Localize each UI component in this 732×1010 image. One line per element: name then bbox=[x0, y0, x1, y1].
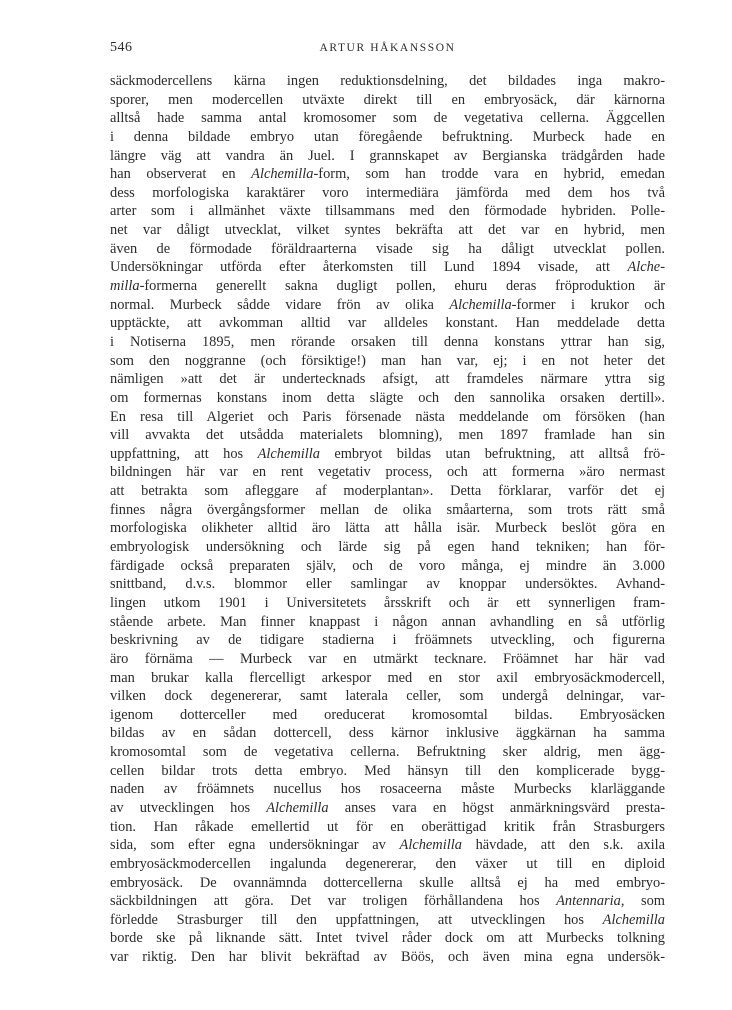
text-segment: dess morfologiska karaktärer voro intermediära jämförda med dem hos två bbox=[110, 184, 665, 201]
text-line bbox=[110, 855, 665, 874]
text-line bbox=[110, 258, 665, 277]
text-line bbox=[110, 501, 665, 520]
text-line bbox=[110, 892, 665, 911]
text-line bbox=[110, 463, 665, 482]
page bbox=[110, 40, 665, 967]
text-segment: upptäckte, att avkomman alltid var alldeles konstant. Han meddelade detta bbox=[110, 315, 665, 332]
text-line bbox=[110, 314, 665, 333]
text-segment: tion. Han råkade emellertid ut för en oberättigad kritik från Strasburgers bbox=[110, 818, 665, 835]
text-line bbox=[110, 836, 665, 855]
text-segment: anses vara en högst anmärkningsvärd presta- bbox=[328, 799, 665, 816]
text-segment: bildas av en sådan dottercell, dess kärnor inklusive äggkärnan ha samma bbox=[110, 725, 665, 742]
text-segment: i denna bildade embryo utan föregående befruktning. Murbeck hade en bbox=[110, 128, 665, 145]
text-line bbox=[110, 557, 665, 576]
text-segment: säckbildningen att göra. Det var troligen förhållandena hos bbox=[110, 893, 557, 910]
italic-term: Alchemilla bbox=[266, 799, 329, 816]
text-segment: arter som i allmänhet växte tillsammans med den förmodade hybriden. Polle- bbox=[110, 203, 665, 220]
text-line bbox=[110, 296, 665, 315]
text-segment: nämligen »att det är undertecknads afsigt, att framdeles närmare yttra sig bbox=[110, 371, 665, 388]
text-segment: sida, som efter egna undersökningar av bbox=[110, 837, 400, 854]
text-segment: bildningen här var en rent vegetativ process, och att formerna »äro nermast bbox=[110, 464, 665, 481]
page-header bbox=[110, 40, 665, 62]
text-line bbox=[110, 370, 665, 389]
running-title: ARTUR HÅKANSSON bbox=[319, 42, 456, 54]
text-line bbox=[110, 687, 665, 706]
text-line bbox=[110, 352, 665, 371]
text-line bbox=[110, 445, 665, 464]
text-segment: sporer, men modercellen utväxte direkt till en embryosäck, där kärnorna bbox=[110, 91, 665, 108]
italic-term: Alchemilla bbox=[257, 445, 320, 462]
text-line bbox=[110, 408, 665, 427]
text-segment: embryosäck. De ovannämnda dottercellerna skulle alltså ej ha med embryo- bbox=[110, 874, 665, 891]
italic-term: milla bbox=[110, 278, 140, 295]
text-segment: snittband, d.v.s. blommor eller samlingar av knoppar undersöktes. Avhand- bbox=[110, 576, 665, 593]
text-segment: embryosäckmodercellen ingalunda degenererar, den växer ut till en diploid bbox=[110, 855, 665, 872]
text-line bbox=[110, 184, 665, 203]
text-segment: kromosomtal som de vegetativa cellerna. Befruktning sker aldrig, men ägg- bbox=[110, 744, 665, 761]
italic-term: Alchemilla bbox=[449, 296, 512, 313]
text-line bbox=[110, 333, 665, 352]
text-segment: färdigade också preparaten själv, och de voro många, ej mindre än 3.000 bbox=[110, 557, 665, 574]
text-segment: även de förmodade föräldraarterna visade sig ha dåligt utvecklat pollen. bbox=[110, 240, 665, 257]
text-segment: var riktig. Den har blivit bekräftad av Böös, och även mina egna undersök- bbox=[110, 949, 665, 966]
text-segment: hävdade, att den s.k. axila bbox=[461, 837, 665, 854]
text-line bbox=[110, 147, 665, 166]
text-segment: av utvecklingen hos bbox=[110, 799, 267, 816]
text-segment: -former i krukor och bbox=[511, 296, 665, 313]
text-line bbox=[110, 780, 665, 799]
text-segment: -form, som han trodde vara en hybrid, emedan bbox=[313, 166, 665, 183]
text-line bbox=[110, 91, 665, 110]
text-line bbox=[110, 669, 665, 688]
text-line bbox=[110, 743, 665, 762]
text-line bbox=[110, 911, 665, 930]
text-line bbox=[110, 128, 665, 147]
text-line bbox=[110, 202, 665, 221]
text-line bbox=[110, 72, 665, 91]
text-segment: cellen bildar trots detta embryo. Med hänsyn till den komplicerade bygg- bbox=[110, 762, 665, 779]
text-segment: -formerna generellt sakna dugligt pollen, ehuru deras fröproduktion är bbox=[139, 278, 665, 295]
text-segment: stående arbete. Man finner knappast i någon annan avhandling en så utförlig bbox=[110, 613, 665, 630]
text-segment: igenom dotterceller med oreducerat kromosomtal bildas. Embryosäcken bbox=[110, 706, 665, 723]
text-line bbox=[110, 594, 665, 613]
text-segment: om formernas konstans inom detta slägte och den sannolika orsaken dertill». bbox=[110, 389, 665, 406]
text-line bbox=[110, 874, 665, 893]
body-text bbox=[110, 72, 665, 967]
text-segment: alltså hade samma antal kromosomer som de vegetativa cellerna. Äggcellen bbox=[110, 110, 665, 127]
text-segment: längre väg att vandra än Juel. I grannskapet av Bergianska trädgården hade bbox=[110, 147, 665, 164]
text-segment: vill avvakta det utsådda materialets blomning), men 1897 framlade han sin bbox=[110, 427, 665, 444]
text-line bbox=[110, 613, 665, 632]
text-line bbox=[110, 706, 665, 725]
text-line bbox=[110, 948, 665, 967]
text-line bbox=[110, 631, 665, 650]
text-segment: han observerat en bbox=[110, 166, 252, 183]
text-segment: naden av fröämnets nucellus hos rosaceerna måste Murbecks klarläggande bbox=[110, 781, 665, 798]
text-line bbox=[110, 426, 665, 445]
text-line bbox=[110, 818, 665, 837]
italic-term: Alchemilla bbox=[399, 837, 462, 854]
italic-term: Antennaria bbox=[556, 893, 621, 910]
text-line bbox=[110, 650, 665, 669]
text-line bbox=[110, 799, 665, 818]
text-line bbox=[110, 575, 665, 594]
text-line bbox=[110, 277, 665, 296]
text-line bbox=[110, 221, 665, 240]
text-segment: lingen utkom 1901 i Universitetets årsskrift och är ett synnerligen fram- bbox=[110, 594, 665, 611]
text-segment: , som bbox=[620, 893, 665, 910]
italic-term: Alche- bbox=[627, 259, 665, 276]
text-segment: finnes några övergångsformer mellan de olika småarterna, som trots rätt små bbox=[110, 501, 665, 518]
text-segment: äro förnäma — Murbeck var en utmärkt tecknare. Fröämnet har här vad bbox=[110, 650, 665, 667]
text-segment: Undersökningar utförda efter återkomsten till Lund 1894 visade, att bbox=[110, 259, 628, 276]
text-segment: beskrivning av de tidigare stadierna i fröämnets utveckling, och figurerna bbox=[110, 632, 665, 649]
text-line bbox=[110, 165, 665, 184]
text-segment: i Notiserna 1895, men rörande orsaken till denna konstans yttrar han sig, bbox=[110, 333, 665, 350]
text-line bbox=[110, 482, 665, 501]
text-line bbox=[110, 240, 665, 259]
page-number: 546 bbox=[110, 40, 133, 55]
text-segment: embryologisk undersökning och lärde sig på egen hand tekniken; han för- bbox=[110, 539, 665, 556]
text-segment: uppfattning, att hos bbox=[110, 445, 258, 462]
text-segment: vilken dock degenererar, samt laterala celler, som undergå delningar, var- bbox=[110, 688, 665, 705]
text-line bbox=[110, 724, 665, 743]
text-line bbox=[110, 762, 665, 781]
text-line bbox=[110, 929, 665, 948]
text-line bbox=[110, 519, 665, 538]
text-segment: att betrakta som afleggare af moderplantan». Detta förklarar, varför det ej bbox=[110, 483, 665, 500]
text-segment: säckmodercellens kärna ingen reduktionsdelning, det bildades inga makro- bbox=[110, 73, 665, 89]
text-line bbox=[110, 538, 665, 557]
text-segment: normal. Murbeck sådde vidare frön av olika bbox=[110, 296, 450, 313]
text-segment: morfologiska olikheter alltid äro lätta att hålla isär. Murbeck beslöt göra en bbox=[110, 520, 665, 537]
italic-term: Alchemilla bbox=[602, 911, 665, 928]
text-segment: En resa till Algeriet och Paris försenade nästa meddelande om försöken (han bbox=[110, 408, 665, 425]
text-segment: net var dåligt utvecklat, vilket syntes bekräfta att det var en hybrid, men bbox=[110, 222, 665, 239]
text-segment: förledde Strasburger till den uppfattningen, att utvecklingen hos bbox=[110, 911, 603, 928]
text-segment: man brukar kalla flercelligt arkespor med en stor axil embryosäckmodercell, bbox=[110, 669, 665, 686]
text-segment: embryot bildas utan befruktning, att alltså frö- bbox=[319, 445, 665, 462]
text-line bbox=[110, 389, 665, 408]
italic-term: Alchemilla bbox=[251, 166, 314, 183]
text-segment: som den noggranne (och försiktige!) man han var, ej; i en not heter det bbox=[110, 352, 665, 369]
text-line bbox=[110, 109, 665, 128]
text-segment: borde ske på liknande sätt. Intet tvivel råder dock om att Murbecks tolkning bbox=[110, 930, 665, 947]
